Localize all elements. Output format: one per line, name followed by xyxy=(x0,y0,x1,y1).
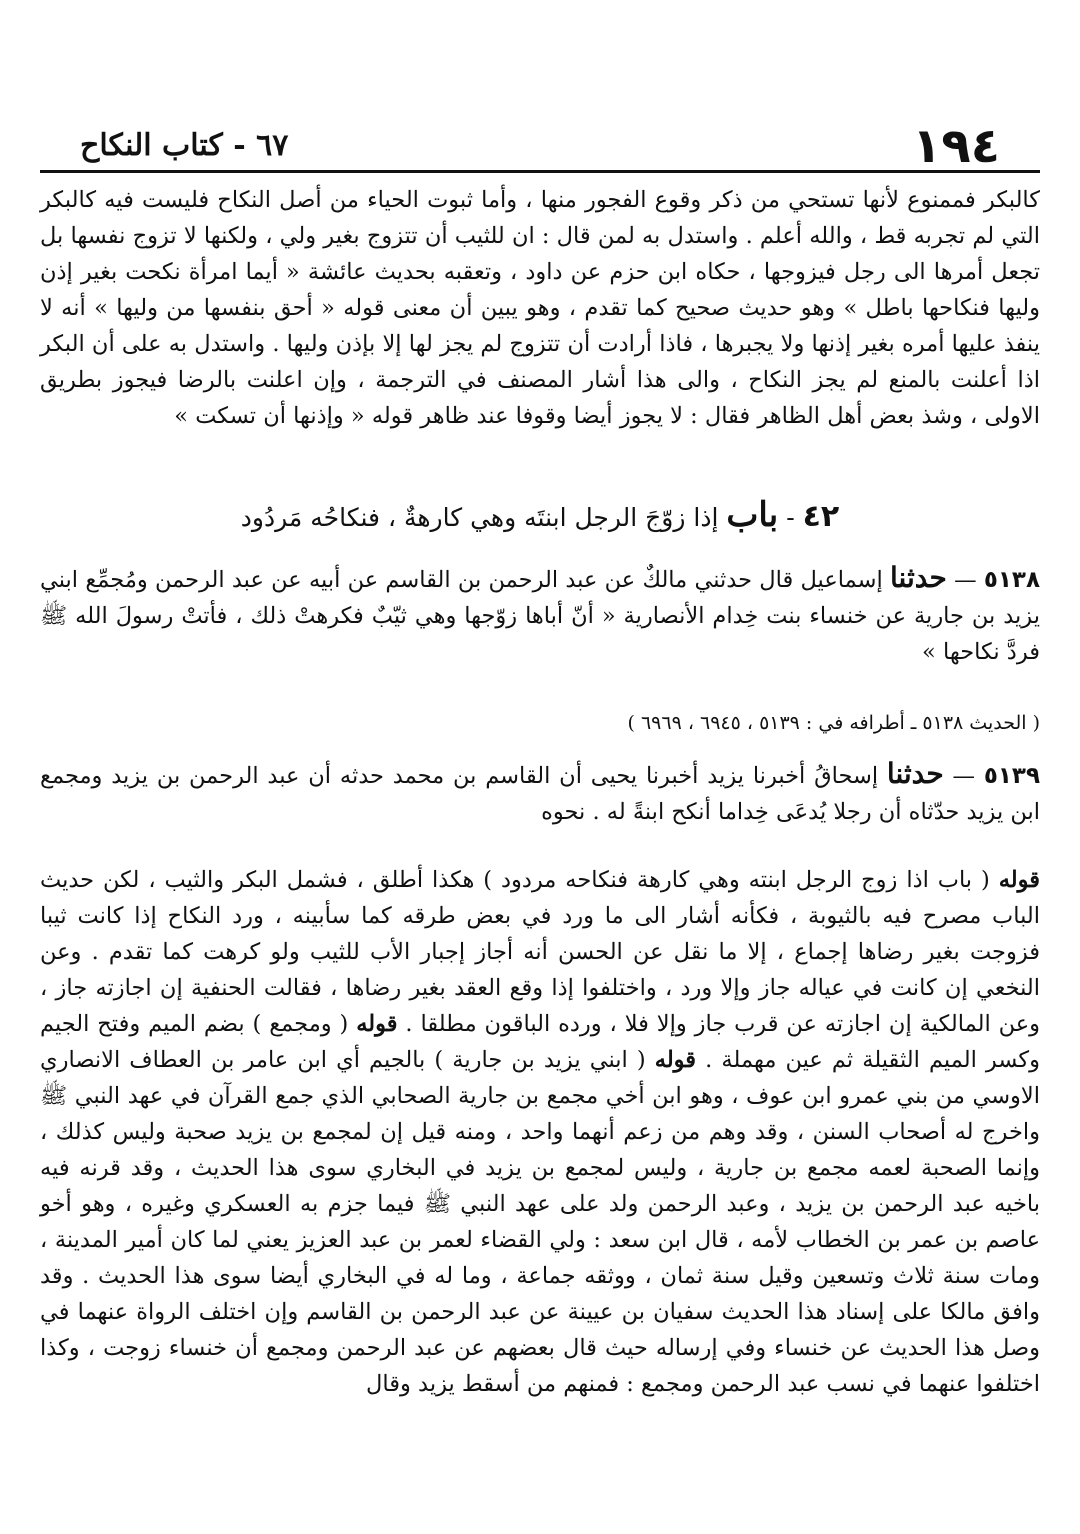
chapter-dash: - xyxy=(786,503,795,532)
page-number: ١٩٤ xyxy=(912,118,1000,174)
running-title: ٦٧ - كتاب النكاح xyxy=(80,128,289,163)
chapter-bab-label: باب xyxy=(726,495,779,535)
commentary-keyword: قوله xyxy=(654,1047,697,1073)
commentary-text: ( ومجمع ) بضم الميم وفتح الجيم وكسر الميم الثقيلة ثم عين مهملة . xyxy=(40,1011,1040,1073)
commentary-text: ( باب اذا زوج الرجل ابنته وهي كارهة فنكاحه مردود ) هكذا أطلق ، فشمل البكر والثيب ، لكن حديث الباب مصرح فيه بالثيوبة ، فكأنه أشار الى ما ورد في بعض طرقه كما سأبينه ، ورد النكاح إذا كانت ثيبا فزوجت بغير رضاها إجماع ، إلا ما نقل عن الحسن أنه أجاز إجبار الأب للثيب ولو كرهت كما تقدم . وعن النخعي إن كانت في عياله جاز وإلا ورد ، واختلفوا إذا وقع العقد بغير رضاها ، فقالت الحنفية إن اجازته جاز ، وعن المالكية إن اجازته عن قرب جاز وإلا فلا ، ورده الباقون مطلقا . xyxy=(40,867,1041,1037)
hadith-5139 xyxy=(40,756,1040,830)
hadith-text: إسحاقُ أخبرنا يزيد أخبرنا يحيى أن القاسم بن محمد حدثه أن عبد الرحمن بن يزيد ومجمع ابن يزيد حدّثاه أن رجلا يُدعَى خِداما أنكح ابنةً له . نحوه xyxy=(40,763,1040,825)
hadith-number: ٥١٣٨ xyxy=(983,567,1041,593)
chapter-number: ٤٢ xyxy=(802,499,840,534)
hadith-number: ٥١٣٩ xyxy=(983,763,1040,789)
commentary-paragraph xyxy=(40,862,1040,1402)
commentary-keyword: قوله xyxy=(998,867,1040,893)
hadith-text: إسماعيل قال حدثني مالكٌ عن عبد الرحمن بن القاسم عن أبيه عن عبد الرحمن ومُجمِّع ابني يزيد بن جارية عن خنساء بنت خِدام الأنصارية « أنّ أباها زوّجها وهي ثيّبٌ فكرهتْ ذلك ، فأتتْ رسولَ الله ﷺ فردَّ نكاحها » xyxy=(40,567,1040,665)
commentary-top-paragraph: كالبكر فممنوع لأنها تستحي من ذكر وقوع الفجور منها ، وأما ثبوت الحياء من أصل النكاح فليست فيه كالبكر التي لم تجربه قط ، والله أعلم . واستدل به لمن قال : ان للثيب أن تتزوج بغير ولي ، ولكنها لا تزوج نفسها بل تجعل أمرها الى رجل فيزوجها ، حكاه ابن حزم عن داود ، وتعقبه بحديث عائشة « أيما امرأة نكحت بغير إذن وليها فنكاحها باطل » وهو حديث صحيح كما تقدم ، وهو يبين أن معنى قوله « أحق بنفسها من وليها » أنه لا ينفذ عليها أمره بغير إذنها ولا يجبرها ، فاذا أرادت أن تتزوج لم يجز لها إلا بإذن وليها . واستدل به على أن البكر اذا أعلنت بالمنع لم يجز النكاح ، والى هذا أشار المصنف في الترجمة ، وإن اعلنت بالرضا فيجوز بطريق الاولى ، وشذ بعض أهل الظاهر فقال : لا يجوز أيضا وقوفا عند ظاهر قوله « وإذنها أن تسكت » xyxy=(40,187,1041,429)
chapter-title: إذا زوّجَ الرجل ابنتَه وهي كارهةٌ ، فنكاحُه مَردُود xyxy=(240,503,719,532)
hadith-label: حدثنا xyxy=(890,561,947,594)
hadith-label: حدثنا xyxy=(886,757,944,790)
hadith-dash: — xyxy=(954,567,977,593)
commentary-keyword: قوله xyxy=(356,1011,398,1037)
hadith-dash: — xyxy=(952,763,976,789)
hadith-references: ( الحديث ٥١٣٨ ـ أطرافه في : ٥١٣٩ ، ٦٩٤٥ ، ٦٩٦٩ ) xyxy=(627,712,1040,734)
hadith-5138 xyxy=(40,560,1040,670)
chapter-heading xyxy=(40,494,1040,539)
page-body xyxy=(40,0,1040,1534)
commentary-text: ( ابني يزيد بن جارية ) بالجيم أي ابن عامر بن العطاف الانصاري الاوسي من بني عمرو ابن عوف ، وهو ابن أخي مجمع بن جارية الصحابي الذي جمع القرآن في عهد النبي ﷺ واخرج له أصحاب السنن ، وقد وهم من زعم أنهما واحد ، ومنه قيل إن لمجمع بن يزيد صحبة وليس كذلك ، وإنما الصحبة لعمه مجمع بن جارية ، وليس لمجمع بن يزيد في البخاري سوى هذا الحديث ، وقد قرنه فيه باخيه عبد الرحمن بن يزيد ، وعبد الرحمن ولد على عهد النبي ﷺ فيما جزم به العسكري وغيره ، وهو أخو عاصم بن عمر بن الخطاب لأمه ، قال ابن سعد : ولي القضاء لعمر بن عبد العزيز يعني لما كان أمير المدينة ، ومات سنة ثلاث وتسعين وقيل سنة ثمان ، ووثقه جماعة ، وما له في البخاري أيضا سوى هذا الحديث . وقد وافق مالكا على إسناد هذا الحديث سفيان بن عيينة عن عبد الرحمن بن القاسم وإن اختلف الرواة عنهما في وصل هذا الحديث عن خنساء وفي إرساله حيث قال بعضهم عن عبد الرحمن ومجمع أن خنساء زوجت ، وكذا اختلفوا عنهما في نسب عبد الرحمن ومجمع : فمنهم من أسقط يزيد وقال xyxy=(40,1047,1040,1397)
